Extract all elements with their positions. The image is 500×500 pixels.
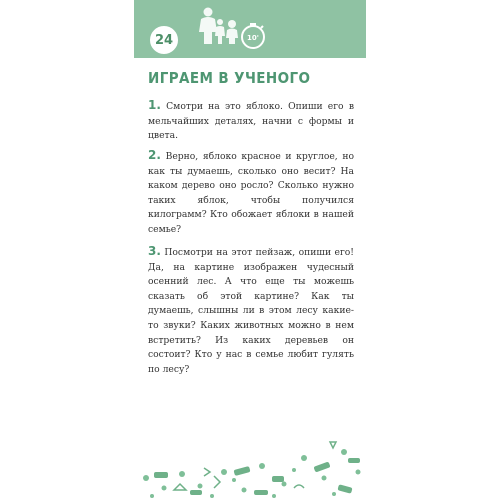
- paragraph-number: 3.: [148, 244, 161, 258]
- paragraph-text: Верно, яблоко красное и круглое, но как ты думаешь, сколько оно весит? На каком дерево оно росло? Сколько нужно таких яблок, чтобы получился килограмм? Кто обожает яблоки в нашей семье?: [148, 151, 355, 235]
- paragraph-number: 2.: [148, 148, 161, 162]
- toy-pattern: [134, 428, 366, 500]
- paragraph-text: Смотри на это яблоко. Опиши его в мельчайших деталях, начни с формы и цвета.: [148, 101, 354, 142]
- timer-label: 10': [247, 34, 259, 42]
- paragraph-text: Посмотри на этот пейзаж, опиши его! Да, на картине изображен чудесный осенний лес. А что еще ты можешь сказать об этой картине? Как ты думаешь, слышны ли в этом лесу какие-то звуки? Каких животных можно в нем встретить? Из каких деревьев он состоит? Кто у нас в семье любит гулять по лесу?: [148, 247, 354, 375]
- paragraph-3: [148, 244, 354, 377]
- page-number-badge: [148, 24, 180, 56]
- paragraph-2: [148, 148, 354, 238]
- page-number: 24: [154, 32, 174, 48]
- book-page: [134, 0, 366, 500]
- paragraph-1: [148, 98, 354, 144]
- page-header: [134, 0, 366, 58]
- paragraph-number: 1.: [148, 98, 161, 112]
- page-title: ИГРАЕМ В УЧЕНОГО: [148, 69, 311, 87]
